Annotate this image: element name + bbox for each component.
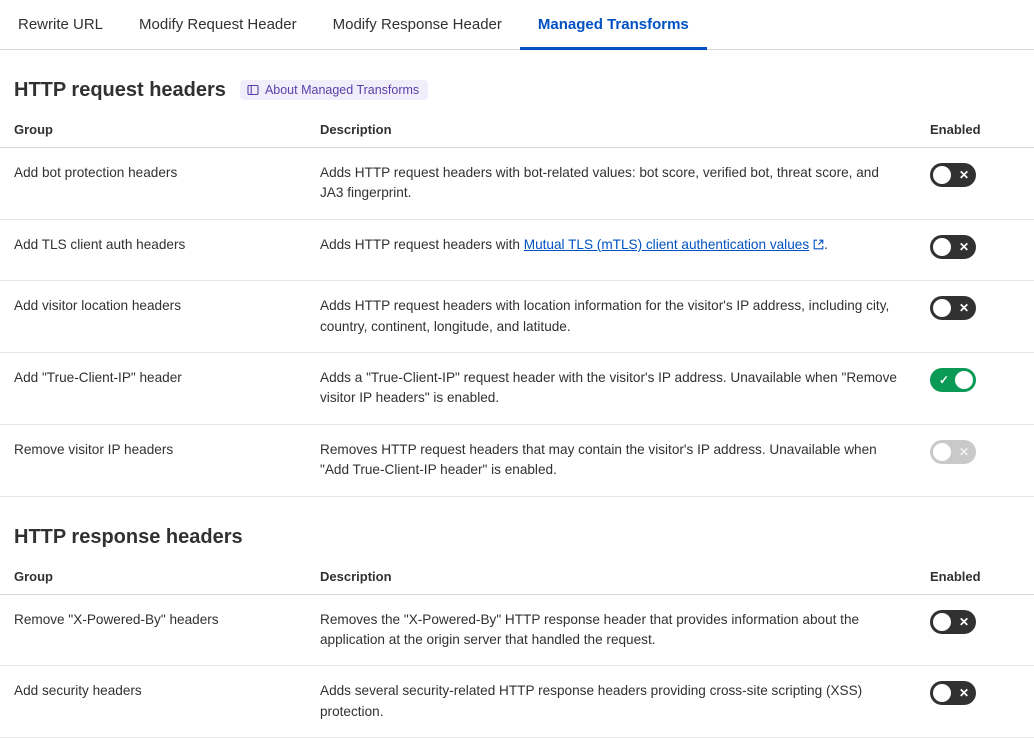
toggle-knob [933, 238, 951, 256]
about-chip-label: About Managed Transforms [264, 82, 420, 97]
table-header-row [0, 563, 1034, 595]
column-header-description: Description [306, 116, 916, 148]
toggle-add-tls-client-auth-headers[interactable] [930, 235, 976, 259]
response-headers-table [0, 563, 1034, 738]
table-row [0, 219, 1034, 280]
column-header-enabled: Enabled [916, 116, 1034, 148]
table-row [0, 424, 1034, 496]
toggle-add-true-client-ip-header[interactable] [930, 368, 976, 392]
toggle-knob [933, 684, 951, 702]
table-row [0, 352, 1034, 424]
row-group-label: Add TLS client auth headers [0, 219, 306, 280]
column-header-group: Group [0, 116, 306, 148]
toggle-remove-visitor-ip-headers [930, 440, 976, 464]
row-group-label: Add bot protection headers [0, 148, 306, 220]
row-enabled-cell [916, 281, 1034, 353]
request-headers-section [0, 78, 1034, 497]
request-headers-header [0, 78, 1034, 102]
toggle-mark: ✕ [958, 239, 969, 254]
toggle-mark: ✕ [958, 614, 969, 629]
row-enabled-cell [916, 352, 1034, 424]
row-group-label: Remove "X-Powered-By" headers [0, 594, 306, 666]
external-link-icon [813, 236, 824, 247]
row-group-label: Add security headers [0, 666, 306, 738]
column-header-description: Description [306, 563, 916, 595]
table-row [0, 666, 1034, 738]
toggle-mark: ✕ [958, 168, 969, 182]
row-description-suffix: . [824, 236, 828, 252]
column-header-enabled: Enabled [916, 563, 1034, 595]
toggle-mark: ✕ [958, 444, 969, 459]
book-icon [247, 84, 259, 96]
toggle-knob [955, 371, 973, 389]
row-description: Adds several security-related HTTP response headers providing cross-site scripting (XSS) protection. [306, 666, 916, 738]
tab-managed-transforms[interactable]: Managed Transforms [520, 17, 707, 50]
row-description [306, 219, 916, 280]
toggle-add-bot-protection-headers[interactable] [930, 163, 976, 187]
table-row [0, 281, 1034, 353]
tab-bar [0, 0, 1034, 50]
response-headers-header [0, 525, 1034, 549]
row-enabled-cell [916, 148, 1034, 220]
row-group-label: Add visitor location headers [0, 281, 306, 353]
row-group-label: Add "True-Client-IP" header [0, 352, 306, 424]
row-enabled-cell [916, 424, 1034, 496]
response-headers-section [0, 525, 1034, 738]
toggle-add-security-headers[interactable] [930, 681, 976, 705]
tab-modify-request-header[interactable]: Modify Request Header [139, 16, 297, 33]
toggle-mark: ✕ [958, 686, 969, 701]
row-description: Adds HTTP request headers with bot-related values: bot score, verified bot, threat score, and JA3 fingerprint. [306, 148, 916, 220]
row-description: Removes the "X-Powered-By" HTTP response header that provides information about the application at the origin server that handled the request. [306, 594, 916, 666]
toggle-knob [933, 443, 951, 461]
toggle-mark: ✓ [939, 372, 950, 387]
tab-modify-response-header[interactable]: Modify Response Header [332, 16, 502, 33]
row-enabled-cell [916, 594, 1034, 666]
table-row [0, 594, 1034, 666]
tab-rewrite-url[interactable]: Rewrite URL [18, 16, 104, 33]
toggle-knob [933, 299, 951, 317]
row-description: Adds a "True-Client-IP" request header with the visitor's IP address. Unavailable when "Remove visitor IP headers" is enabled. [306, 352, 916, 424]
row-description: Adds HTTP request headers with location information for the visitor's IP address, including city, country, continent, longitude, and latitude. [306, 281, 916, 353]
page-title: HTTP request headers [14, 79, 226, 101]
toggle-knob [933, 166, 951, 184]
toggle-knob [933, 613, 951, 631]
about-managed-transforms-chip[interactable] [240, 80, 428, 101]
row-description: Removes HTTP request headers that may contain the visitor's IP address. Unavailable when "Add True-Client-IP header" is enabled. [306, 424, 916, 496]
toggle-remove-x-powered-by-headers[interactable] [930, 610, 976, 634]
row-enabled-cell [916, 219, 1034, 280]
table-row [0, 148, 1034, 220]
mtls-docs-link[interactable]: Mutual TLS (mTLS) client authentication values [523, 236, 810, 252]
toggle-mark: ✕ [958, 301, 969, 316]
request-headers-table [0, 116, 1034, 497]
row-group-label: Remove visitor IP headers [0, 424, 306, 496]
column-header-group: Group [0, 563, 306, 595]
row-description-text: Adds HTTP request headers with [320, 236, 524, 252]
response-section-title: HTTP response headers [14, 525, 243, 548]
page-content [0, 78, 1034, 738]
table-header-row [0, 116, 1034, 148]
toggle-add-visitor-location-headers[interactable] [930, 296, 976, 320]
row-enabled-cell [916, 666, 1034, 738]
